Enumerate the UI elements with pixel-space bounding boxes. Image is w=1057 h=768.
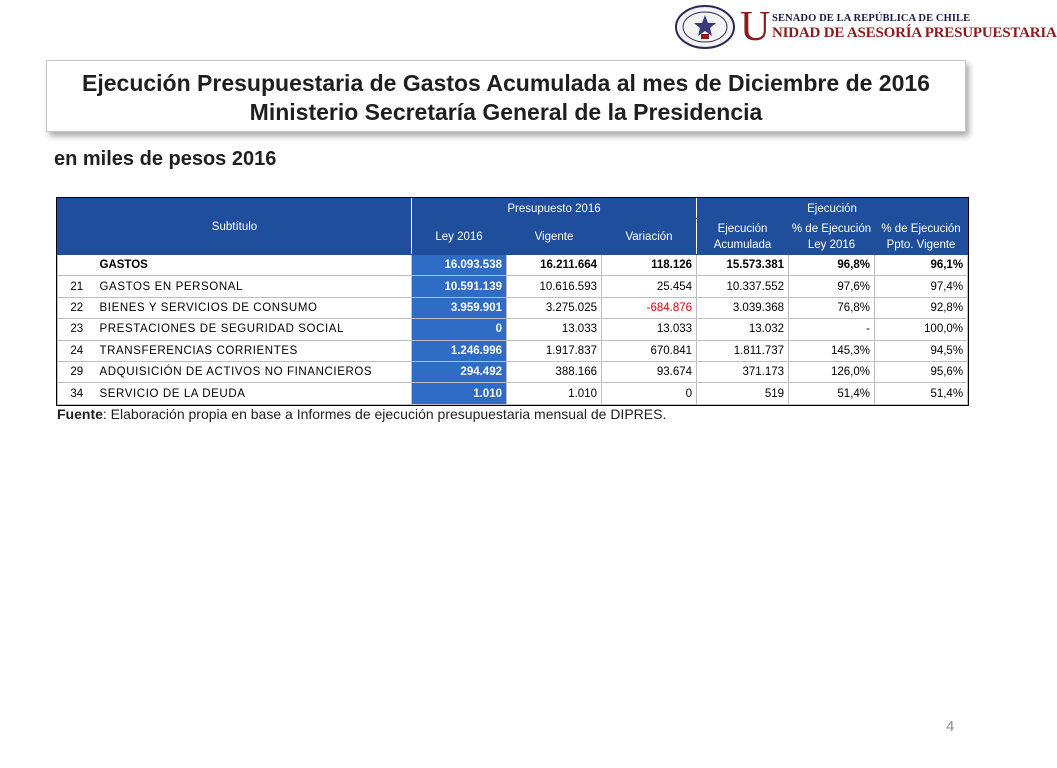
source-note (57, 406, 666, 422)
row-code: 22 (58, 297, 96, 318)
row-vigente: 1.010 (507, 383, 602, 404)
row-pct-ley: 145,3% (789, 340, 875, 361)
header-pct-ley (789, 219, 875, 255)
brand-senate-name: SENADO DE LA REPÚBLICA DE CHILE (772, 13, 971, 24)
table-row-total (58, 255, 968, 276)
row-ley: 1.246.996 (412, 340, 507, 361)
header-subtitulo: Subtítulo (58, 199, 412, 255)
row-variacion: 93.674 (602, 361, 697, 382)
row-code: 29 (58, 361, 96, 382)
row-vigente: 10.616.593 (507, 276, 602, 297)
header-pct-vigente (875, 219, 968, 255)
row-pct-ley: 126,0% (789, 361, 875, 382)
row-name: GASTOS EN PERSONAL (96, 276, 412, 297)
row-ley: 1.010 (412, 383, 507, 404)
header-pct-vig-line1: % de Ejecución (881, 222, 961, 235)
row-code: 34 (58, 383, 96, 404)
row-code: 24 (58, 340, 96, 361)
header-ley: Ley 2016 (412, 219, 507, 255)
table-row (58, 297, 968, 318)
row-vigente: 16.211.664 (507, 255, 602, 276)
table-row (58, 361, 968, 382)
brand-unit-name: NIDAD DE ASESORÍA PRESUPUESTARIA (772, 25, 1057, 41)
header-pct-vig-line2: Ppto. Vigente (886, 238, 956, 251)
page-title-line2: Ministerio Secretaría General de la Presidencia (249, 99, 763, 125)
row-variacion: 670.841 (602, 340, 697, 361)
budget-table (57, 198, 968, 405)
title-box (46, 60, 966, 132)
row-name: ADQUISICIÓN DE ACTIVOS NO FINANCIEROS (96, 361, 412, 382)
row-pct-vigente: 100,0% (875, 319, 968, 340)
row-ejecucion: 13.032 (697, 319, 789, 340)
row-name: TRANSFERENCIAS CORRIENTES (96, 340, 412, 361)
row-pct-vigente: 94,5% (875, 340, 968, 361)
units-subtitle: en miles de pesos 2016 (54, 148, 277, 170)
senate-seal-icon (674, 4, 736, 50)
row-ley: 294.492 (412, 361, 507, 382)
header-vigente: Vigente (507, 219, 602, 255)
header-variacion: Variación (602, 219, 697, 255)
row-pct-vigente: 51,4% (875, 383, 968, 404)
row-pct-vigente: 96,1% (875, 255, 968, 276)
brand-initial: U (740, 4, 771, 50)
table-row (58, 319, 968, 340)
row-vigente: 13.033 (507, 319, 602, 340)
row-ejecucion: 10.337.552 (697, 276, 789, 297)
row-pct-ley: 96,8% (789, 255, 875, 276)
row-pct-vigente: 97,4% (875, 276, 968, 297)
row-code (58, 255, 96, 276)
table-row (58, 383, 968, 404)
row-vigente: 3.275.025 (507, 297, 602, 318)
header-pct-ley-line2: Ley 2016 (807, 238, 856, 251)
header-presupuesto: Presupuesto 2016 (412, 199, 697, 219)
row-variacion: -684.876 (602, 297, 697, 318)
source-label: Fuente (57, 406, 103, 422)
row-ley: 0 (412, 319, 507, 340)
row-ley: 10.591.139 (412, 276, 507, 297)
row-variacion: 13.033 (602, 319, 697, 340)
row-pct-ley: 97,6% (789, 276, 875, 297)
row-pct-ley: 51,4% (789, 383, 875, 404)
row-ley: 16.093.538 (412, 255, 507, 276)
row-pct-vigente: 92,8% (875, 297, 968, 318)
senate-logo (674, 4, 1057, 52)
row-ley: 3.959.901 (412, 297, 507, 318)
row-ejecucion: 371.173 (697, 361, 789, 382)
header-ejec-acum-line1: Ejecución (717, 222, 768, 235)
row-variacion: 0 (602, 383, 697, 404)
row-code: 23 (58, 319, 96, 340)
header-pct-ley-line1: % de Ejecución (791, 222, 872, 235)
page-number: 4 (946, 718, 955, 735)
row-name: PRESTACIONES DE SEGURIDAD SOCIAL (96, 319, 412, 340)
header-ejecucion-acumulada (697, 219, 789, 255)
row-ejecucion: 1.811.737 (697, 340, 789, 361)
row-ejecucion: 3.039.368 (697, 297, 789, 318)
row-vigente: 1.917.837 (507, 340, 602, 361)
row-vigente: 388.166 (507, 361, 602, 382)
header-ejecucion: Ejecución (697, 199, 968, 219)
row-name: BIENES Y SERVICIOS DE CONSUMO (96, 297, 412, 318)
row-ejecucion: 519 (697, 383, 789, 404)
row-ejecucion: 15.573.381 (697, 255, 789, 276)
row-pct-ley: - (789, 319, 875, 340)
row-pct-ley: 76,8% (789, 297, 875, 318)
row-name: SERVICIO DE LA DEUDA (96, 383, 412, 404)
table-row (58, 340, 968, 361)
row-pct-vigente: 95,6% (875, 361, 968, 382)
row-variacion: 118.126 (602, 255, 697, 276)
source-text: : Elaboración propia en base a Informes de ejecución presupuestaria mensual de DIPRES. (102, 406, 667, 422)
row-code: 21 (58, 276, 96, 297)
row-name: GASTOS (96, 255, 412, 276)
row-variacion: 25.454 (602, 276, 697, 297)
table-row (58, 276, 968, 297)
page-title-line1: Ejecución Presupuestaria de Gastos Acumulada al mes de Diciembre de 2016 (82, 70, 930, 96)
header-ejec-acum-line2: Acumulada (713, 238, 772, 251)
